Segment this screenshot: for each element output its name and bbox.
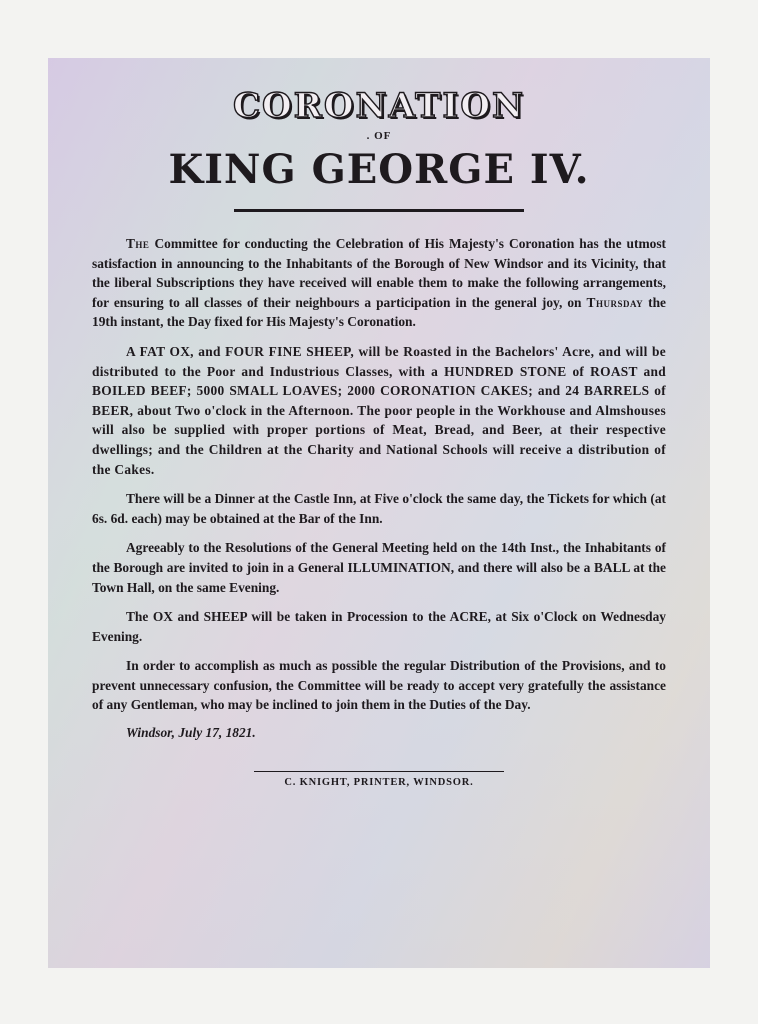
- printer-divider: [254, 771, 504, 772]
- title-divider: [234, 209, 524, 212]
- coronation-poster: [48, 58, 710, 968]
- poster-title: CORONATION: [232, 86, 526, 126]
- paragraph-lead-word: The: [126, 236, 150, 251]
- poster-signoff: Windsor, July 17, 1821.: [126, 725, 256, 741]
- poster-subtitle: KING GEORGE IV.: [168, 146, 590, 193]
- paragraph-dinner: There will be a Dinner at the Castle Inn, at Five o'clock the same day, the Tickets for which (at 6s. 6d. each) may be obtained at the Bar of the Inn.: [92, 491, 666, 526]
- paragraph-provisions: A FAT OX, and FOUR FINE SHEEP, will be Roasted in the Bachelors' Acre, and will be distributed to the Poor and Industrious Classes, with a HUNDRED STONE of ROAST and BOILED BEEF; 5000 SMALL LOAVES; 2000 CORONATION CAKES; and 24 BARRELS of BEER, about Two o'clock in the Afternoon. The poor people in the Workhouse and Almshouses will also be supplied with proper portions of Meat, Bread, and Beer, at their respective dwellings; and the Children at the Charity and National Schools will receive a distribution of the Cakes.: [92, 343, 666, 477]
- paragraph-procession: The OX and SHEEP will be taken in Procession to the ACRE, at Six o'Clock on Wednesday Evening.: [92, 609, 666, 644]
- paragraph-announcement: [92, 234, 666, 332]
- paragraph-assistance: In order to accomplish as much as possible the regular Distribution of the Provisions, and to prevent unnecessary confusion, the Committee will be ready to accept very gratefully the assistance of any Gentleman, who may be inclined to join them in the Duties of the Day.: [92, 658, 666, 713]
- paragraph-day: Thursday: [586, 294, 644, 310]
- paragraph-announcement-end: the 19th instant, the Day fixed for His Majesty's Coronation.: [92, 294, 666, 330]
- paragraph-illumination: Agreeably to the Resolutions of the General Meeting held on the 14th Inst., the Inhabitants of the Borough are invited to join in a General ILLUMINATION, and there will also be a BALL at the Town Hall, on the same Evening.: [92, 540, 666, 595]
- poster-title-of: . OF: [366, 130, 392, 142]
- printer-credit: C. KNIGHT, PRINTER, WINDSOR.: [284, 777, 474, 789]
- paragraph-announcement-text: Committee for conducting the Celebration of His Majesty's Coronation has the utmost satisfaction in announcing to the Inhabitants of the Borough of New Windsor and its Vicinity, that the liberal Subscriptions they have received will enable them to make the following arrangements, for ensuring to all classes of their neighbours a participation in the general joy, on: [92, 236, 666, 310]
